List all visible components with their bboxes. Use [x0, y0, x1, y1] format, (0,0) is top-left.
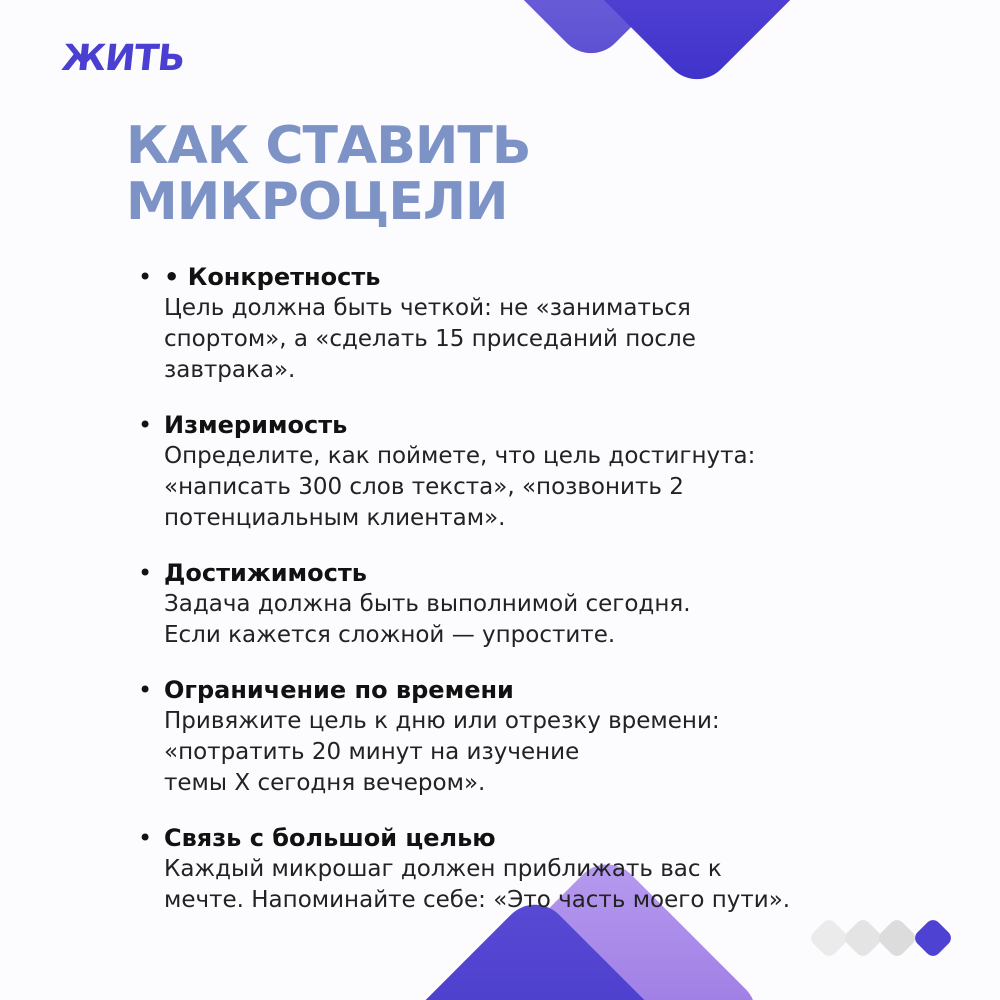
item-heading: • Ограничение по времени — [164, 676, 514, 704]
pager-dot-active[interactable] — [912, 917, 954, 959]
list-item-big-goal — [138, 823, 958, 916]
item-heading: • • Конкретность — [164, 263, 381, 291]
item-text: Цель должна быть четкой: не «заниматься спортом», а «сделать 15 приседаний после завтрака». — [164, 295, 696, 383]
slide-pager — [812, 918, 962, 962]
item-heading: • Измеримость — [164, 411, 348, 439]
title-line-1: КАК СТАВИТЬ — [126, 116, 531, 176]
list-item-achievability — [138, 558, 958, 651]
list-item-measurability — [138, 410, 958, 534]
page-title — [126, 118, 826, 230]
item-heading: • Связь с большой целью — [164, 824, 496, 852]
tips-list — [138, 262, 958, 940]
item-heading: • Достижимость — [164, 559, 367, 587]
list-item-specificity — [138, 262, 958, 386]
item-text: Каждый микрошаг должен приближать вас к мечте. Напоминайте себе: «Это часть моего пути». — [164, 856, 791, 913]
list-item-time-limit — [138, 675, 958, 799]
item-text: Задача должна быть выполнимой сегодня. Если кажется сложной — упростите. — [164, 591, 691, 648]
pager-dot[interactable] — [876, 917, 918, 959]
item-text: Определите, как поймете, что цель достигнута: «написать 300 слов текста», «позвонить 2 потенциальным клиентам». — [164, 443, 756, 531]
item-text: Привяжите цель к дню или отрезку времени: «потратить 20 минут на изучение темы X сегодня вечером». — [164, 708, 720, 796]
title-line-2: МИКРОЦЕЛИ — [126, 172, 508, 232]
brand-logo: ЖИТЬ — [59, 38, 187, 79]
